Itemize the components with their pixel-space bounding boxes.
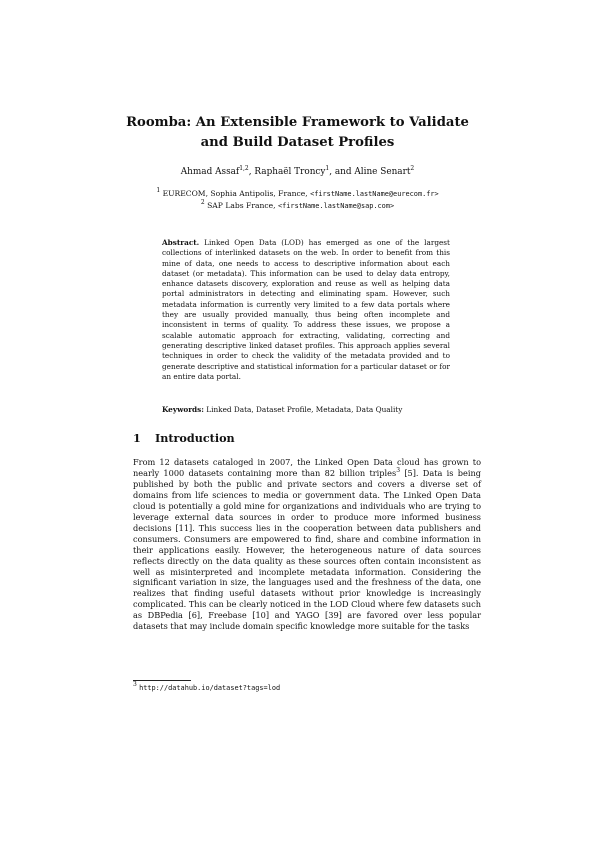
affiliation-text: SAP Labs France, — [207, 201, 276, 210]
affiliation-mark: 2 — [200, 199, 205, 206]
author-name: Aline Senart — [354, 167, 411, 177]
affiliations — [100, 188, 495, 212]
author-affiliation-mark: 2 — [410, 165, 415, 172]
title-line-1: Roomba: An Extensible Framework to Validate — [126, 115, 469, 130]
footnote-divider — [133, 680, 191, 681]
author-affiliation-mark: 1,2 — [239, 165, 249, 172]
keywords-text: Linked Data, Dataset Profile, Metadata, Data Quality — [206, 405, 403, 414]
abstract-text: Linked Open Data (LOD) has emerged as one of the largest collections of interlinked datasets on the web. In order to benefit from this mine of data, one needs to access to descriptive information about each dataset (or metadata). This information can be used to delay data entropy, enhance datasets discovery, exploration and reuse as well as helping data portal administrators in detecting and eliminating spam. However, such metadata information is currently very limited to a few data portals where they are usually provided manually, thus being often incomplete and inconsistent in terms of quality. To address these issues, we propose a scalable automatic approach for extracting, validating, correcting and generating descriptive linked dataset profiles. This approach applies several techniques in order to check the validity of the metadata provided and to generate descriptive and statistical information for a particular dataset or for an entire data portal. — [162, 238, 450, 381]
intro-text-part-1: From 12 datasets cataloged in 2007, the Linked Open Data cloud has grown to nearly 1000 datasets containing more than 82 billion triples — [133, 457, 481, 478]
section-title: Introduction — [155, 431, 235, 445]
footnote — [133, 681, 281, 692]
author-affiliation-mark: 1 — [325, 165, 330, 172]
keywords — [162, 405, 450, 415]
paper-title — [100, 113, 495, 153]
title-line-2: and Build Dataset Profiles — [200, 135, 395, 150]
affiliation-email: <firstName.lastName@sap.com> — [277, 202, 395, 210]
section-number: 1 — [133, 431, 141, 445]
keywords-label: Keywords: — [162, 405, 204, 414]
affiliation-1 — [100, 188, 495, 200]
affiliation-text: EURECOM, Sophia Antipolis, France, — [162, 189, 308, 198]
footnote-url[interactable]: http://datahub.io/dataset?tags=lod — [139, 684, 281, 692]
affiliation-2 — [100, 200, 495, 212]
author-list: Ahmad Assaf$^{1,2}$, Raphaël Troncy$^1$, and Aline Senart$^2$ — [180, 165, 415, 177]
intro-paragraph — [133, 457, 481, 632]
author-name: Raphaël Troncy — [254, 167, 326, 177]
section-heading — [133, 431, 235, 445]
abstract-label: Abstract. — [162, 238, 200, 247]
abstract — [162, 238, 450, 382]
footnote-reference: 3 — [396, 466, 401, 474]
intro-text-part-2: [5]. Data is being published by both the public and private sectors and covers a diverse set of domains from life sciences to media or government data. The Linked Open Data cloud is potentially a gold mine for organizations and individuals who are trying to leverage external data sources in order to produce more informed business decisions [11]. This success lies in the cooperation between data publishers and consumers. Consumers are empowered to find, share and combine information in their applications easily. However, the heterogeneous nature of data sources reflects directly on the data quality as these sources often contain inconsistent as well as misinterpreted and incomplete metadata information. Considering the significant variation in size, the languages used and the freshness of the data, one realizes that finding useful datasets without prior knowledge is increasingly complicated. This can be clearly noticed in the LOD Cloud where few datasets such as DBPedia [6], Freebase [10] and YAGO [39] are favored over less popular datasets that may include domain specific knowledge more suitable for the tasks — [133, 467, 481, 632]
affiliation-mark: 1 — [156, 187, 161, 194]
footnote-mark: 3 — [133, 681, 137, 688]
author-name: Ahmad Assaf — [180, 167, 240, 177]
affiliation-email: <firstName.lastName@eurecom.fr> — [310, 190, 439, 198]
